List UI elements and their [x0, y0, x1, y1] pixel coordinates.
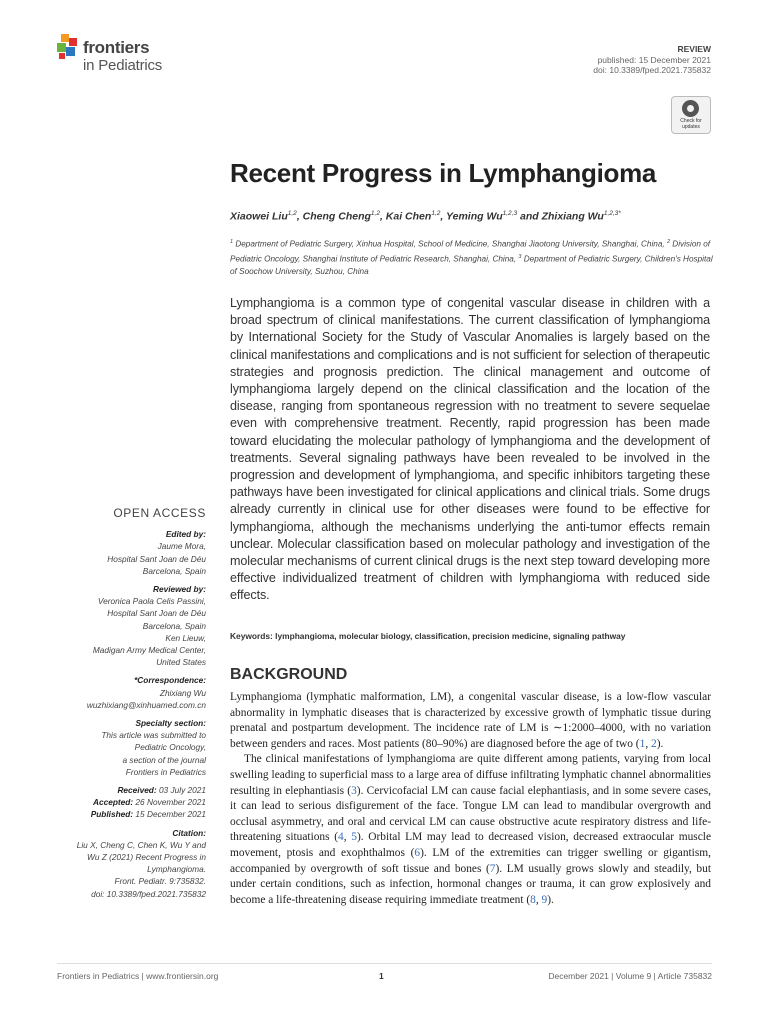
body-text	[230, 690, 711, 908]
published-date-sidebar	[26, 808, 206, 820]
article-type: REVIEW	[677, 44, 711, 54]
reference-link[interactable]: 7	[489, 862, 496, 875]
citation-line[interactable]: doi: 10.3389/fped.2021.735832	[91, 888, 206, 899]
reference-link[interactable]: 1	[639, 737, 646, 750]
article-meta	[593, 44, 711, 76]
keywords: Keywords: lymphangioma, molecular biology, classification, precision medicine, signaling pathway	[230, 631, 626, 641]
reference-link[interactable]: 6	[414, 846, 421, 859]
reference-link[interactable]: 2	[651, 737, 657, 750]
footer-volume: December 2021 | Volume 9 | Article 735832	[548, 971, 712, 981]
edited-by-block	[26, 528, 206, 577]
reviewer-line[interactable]: Ken Lieuw,	[165, 632, 206, 643]
affiliations	[230, 236, 715, 279]
author-list	[230, 210, 621, 223]
journal-logo[interactable]	[57, 34, 217, 78]
reviewed-by-label: Reviewed by:	[152, 584, 206, 595]
edited-by-label: Edited by:	[165, 529, 206, 540]
citation-line: Liu X, Cheng C, Chen K, Wu Y and	[76, 839, 206, 850]
article-doi[interactable]: doi: 10.3389/fped.2021.735832	[593, 65, 711, 75]
author-sup: 1,2,3	[502, 210, 518, 217]
citation-line: Lymphangioma.	[147, 864, 206, 875]
reviewer-line: United States	[156, 657, 206, 668]
specialty-line: a section of the journal	[122, 754, 206, 765]
published-label: Published:	[90, 809, 134, 820]
editor-line[interactable]: Jaume Mora,	[157, 541, 206, 552]
affil-num: 3	[518, 254, 522, 261]
citation-block	[26, 827, 206, 900]
paragraph: The clinical manifestations of lymphangioma are quite different among patients, varying from local swelling leading to superficial mass to a large area of diffuse infiltrating lymphatic channel abnormalities resulting in elephantiasis (3). Cervicofacial LM can cause facial elephantiasis, and in some severe cases, it can lead to serious disfigurement of the face. Tongue LM can lead to mandibular overgrowth and occlusal asymmetry, and oral and cervical LM can cause obstructive acute respiratory distress and life-threatening situations (4, 5). Orbital LM may lead to decreased vision, decreased extraocular muscle movement, ptosis and exophthalmos (6). LM of the extremities can trigger swelling or gigantism, accompanied by overgrowth of soft tissue and bones (7). LM usually grows slowly and steadily, but under certain conditions, such as infection, hormonal changes or trauma, it can grow explosively and become a life-threatening disease requiring immediate treatment (8, 9).	[230, 753, 711, 906]
footer-divider	[57, 963, 712, 964]
reviewer-line: Madigan Army Medical Center,	[92, 645, 206, 656]
specialty-line: Pediatric Oncology,	[134, 742, 206, 753]
author[interactable]: Yeming Wu	[446, 210, 503, 223]
author[interactable]: Cheng Cheng	[302, 210, 371, 223]
reference-link[interactable]: 5	[351, 831, 357, 844]
author-sup: 1,2,3*	[603, 210, 621, 217]
affiliation: Division of Pediatric Oncology, Shanghai Institute of Pediatric Research, Shanghai, China,	[230, 239, 711, 264]
received-value: 03 July 2021	[156, 785, 206, 796]
check-badge-line2: updates	[682, 124, 700, 130]
author[interactable]: Kai Chen	[385, 210, 432, 223]
accepted-label: Accepted:	[93, 797, 134, 808]
open-access-label: OPEN ACCESS	[113, 506, 206, 520]
affil-num: 1	[230, 239, 234, 245]
page-number: 1	[379, 971, 384, 981]
journal-name: in Pediatrics	[83, 57, 163, 74]
reference-link[interactable]: 9	[541, 893, 548, 906]
paragraph: Lymphangioma (lymphatic malformation, LM), a congenital vascular disease, is a low-flow vascular abnormality in lymphatic diseases that is characterized by excessive growth of lymphatic tissue during prenatal and postpartum development. The incidence rate of LM is ∼1:2000–4000, with no variation between genders and races. Most patients (80–90%) are diagnosed before the age of two (1, 2).	[230, 691, 711, 750]
author-sup: 1,2	[431, 210, 441, 217]
received-date	[26, 784, 206, 796]
reviewer-line: Barcelona, Spain	[142, 620, 206, 631]
check-for-updates-badge[interactable]	[671, 96, 711, 134]
sidebar	[26, 507, 206, 906]
published-date: published: 15 December 2021	[597, 54, 711, 65]
affiliation: Department of Pediatric Surgery, Children's Hospital of Soochow University, Suzhou, China	[230, 254, 713, 277]
footer	[57, 971, 712, 985]
editor-line: Barcelona, Spain	[142, 565, 206, 576]
author-sep: and	[517, 210, 542, 223]
reviewer-line: Hospital Sant Joan de Déu	[107, 608, 206, 619]
author-sup: 1,2	[287, 210, 297, 217]
article-title: Recent Progress in Lymphangioma	[230, 158, 657, 188]
correspondence-block	[26, 674, 206, 711]
reference-link[interactable]: 8	[530, 893, 536, 906]
journal-brand: frontiers	[83, 38, 150, 57]
correspondence-label: *Correspondence:	[134, 675, 206, 686]
affiliation: Department of Pediatric Surgery, Xinhua Hospital, School of Medicine, Shanghai Jiaotong University, Shanghai, China,	[233, 239, 667, 249]
dates-block	[26, 784, 206, 821]
accepted-value: 26 November 2021	[133, 797, 206, 808]
citation-line: Wu Z (2021) Recent Progress in	[87, 852, 206, 863]
citation-line: Front. Pediatr. 9:735832.	[114, 876, 206, 887]
author-sep: ,	[296, 210, 303, 223]
update-icon	[682, 100, 699, 117]
reviewed-by-block	[26, 583, 206, 668]
specialty-block	[26, 717, 206, 778]
reference-link[interactable]: 3	[351, 784, 357, 797]
abstract: Lymphangioma is a common type of congenital vascular disease in children with a broad spectrum of clinical manifestations. The current classification of lymphangioma by International Society for the Study of Vascular Anomalies is largely based on the clinical manifestations and complications and is not sufficient for selection of therapeutic strategies and prognosis prediction. The clinical management and outcome of lymphangioma largely depend on the clinical classification and the location of the disease, ranging from spontaneous regression with no treatment to severe sequelae even with comprehensive treatment. Recently, rapid progression has been made toward elucidating the molecular pathology of lymphangioma and the development of treatments. Several signaling pathways have been revealed to be involved in the progression and development of lymphangioma, and specific inhibitors targeting these pathways have been investigated for clinical applications and clinical trials. Some drugs already currently in clinical use for other diseases were found to be effective for lymphangioma, although the mechanisms underlying the anti-tumor effects remain unclear. Molecular classification based on molecular pathology and investigation of the molecular mechanisms of current clinical drugs is the next step toward developing more effective individualized treatment of children with lymphangioma with reduced side effects.	[230, 296, 710, 603]
section-heading: BACKGROUND	[230, 666, 348, 683]
correspondence-name: Zhixiang Wu	[159, 687, 206, 698]
editor-line: Hospital Sant Joan de Déu	[107, 553, 206, 564]
citation-label: Citation:	[172, 827, 206, 838]
correspondence-email[interactable]: wuzhixiang@xinhuamed.com.cn	[86, 699, 206, 710]
author[interactable]: Zhixiang Wu	[541, 210, 604, 223]
author-sep: ,	[440, 210, 447, 223]
reviewer-line[interactable]: Veronica Paola Celis Passini,	[97, 596, 206, 607]
footer-journal[interactable]: Frontiers in Pediatrics | www.frontiersin.org	[57, 971, 219, 981]
specialty-label: Specialty section:	[135, 718, 206, 729]
accepted-date	[26, 796, 206, 808]
author[interactable]: Xiaowei Liu	[230, 210, 288, 223]
specialty-line: Frontiers in Pediatrics	[125, 766, 206, 777]
reference-link[interactable]: 4	[338, 831, 344, 844]
specialty-line: This article was submitted to	[101, 730, 206, 741]
affil-num: 2	[666, 239, 670, 245]
published-value: 15 December 2021	[133, 809, 206, 820]
frontiers-logo-icon	[57, 34, 81, 60]
received-label: Received:	[117, 785, 157, 796]
author-sep: ,	[379, 210, 386, 223]
check-badge-line1: Check for	[680, 118, 702, 124]
author-sup: 1,2	[370, 210, 380, 217]
